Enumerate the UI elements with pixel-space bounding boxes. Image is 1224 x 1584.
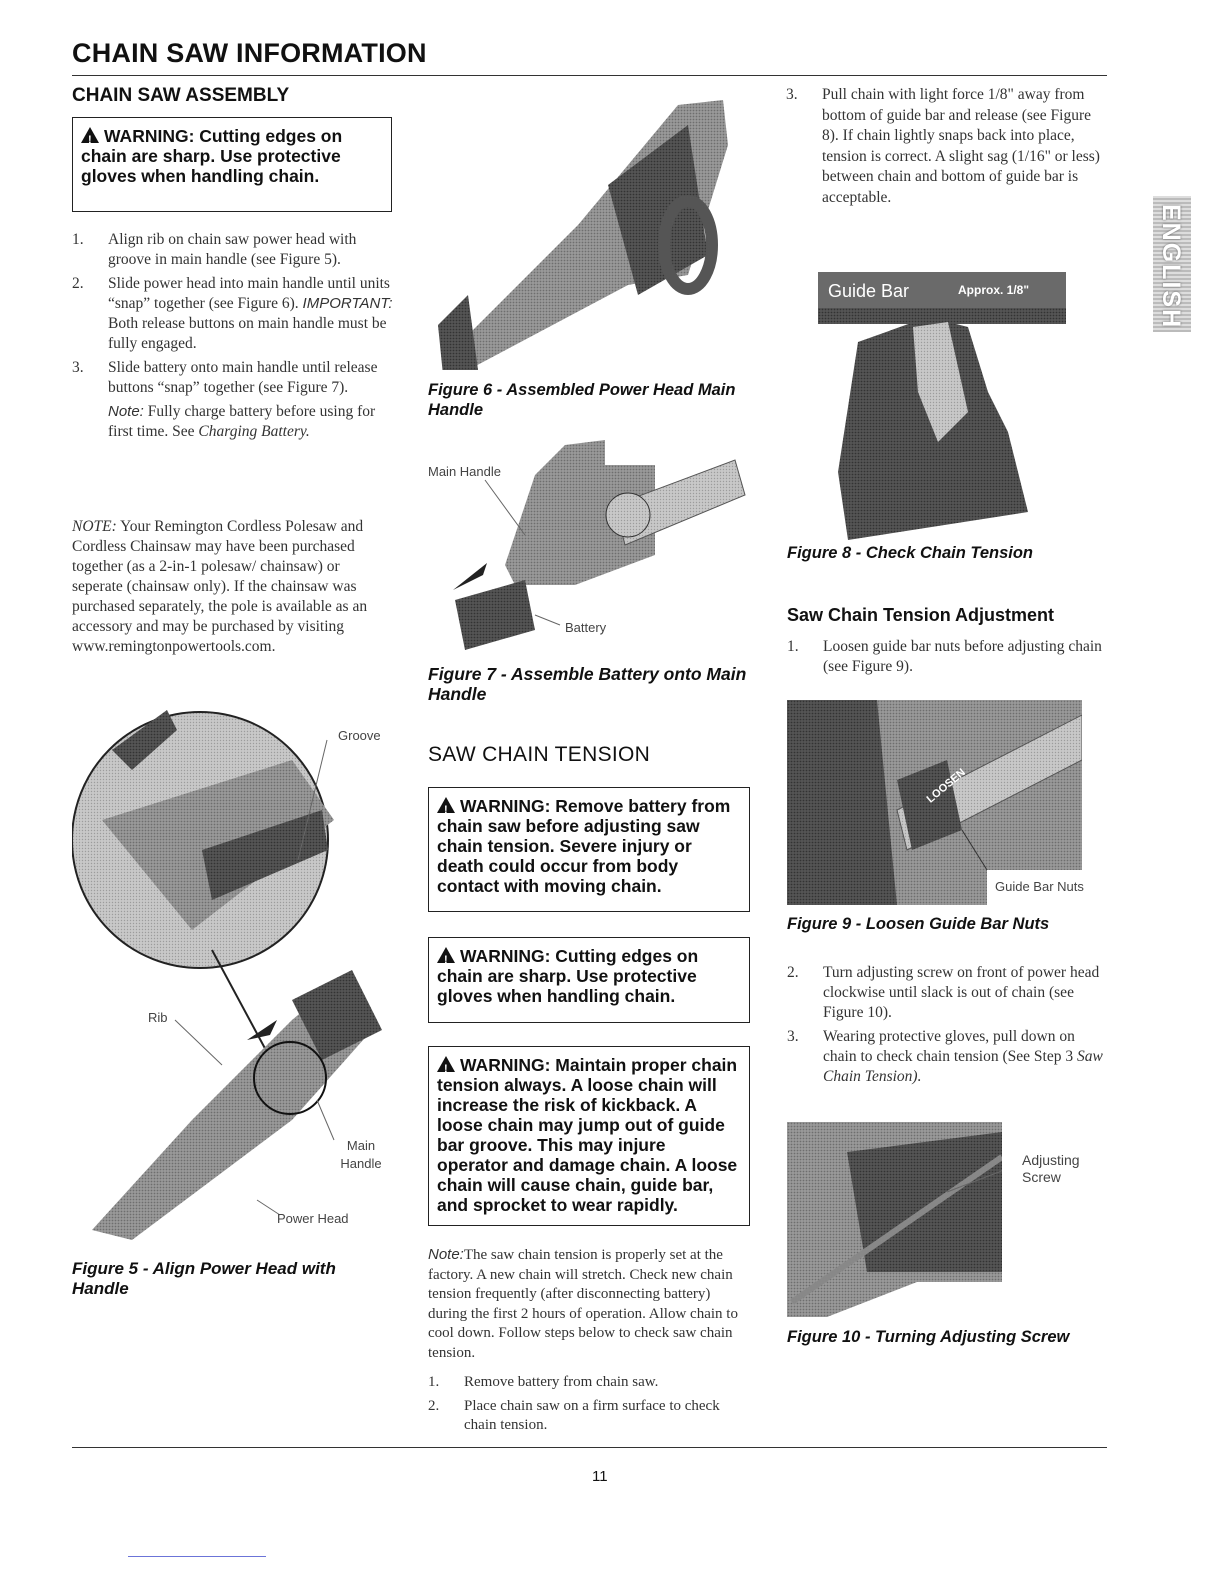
step-number: 1. [787,638,799,655]
approx-label: Approx. 1/8" [958,283,1030,297]
warning-box-chain-tension [428,1046,750,1226]
figure-6-illustration [428,85,728,370]
step-text: Slide battery onto main handle until release buttons “snap” together (see Figure 7). [108,359,378,396]
warning-text: Remove battery from chain saw before adjusting saw chain tension. Severe injury or death could occur from body contact with moving chain. [437,796,731,896]
figure-8-illustration [818,272,1066,540]
step-number: 2. [428,1397,440,1414]
power-head-label: Power Head [277,1211,349,1226]
note-label: NOTE: [72,518,117,535]
warning-box-cutting-edges [428,937,750,1023]
step-text: Slide power head into main handle until units “snap” together (see Figure 6). [108,275,390,312]
battery-label: Battery [565,620,607,635]
warning-label: WARNING: [104,126,195,146]
list-item [428,1373,750,1393]
rib-label: Rib [148,1010,168,1025]
header-rule [72,75,1107,76]
warning-box-remove-battery [428,787,750,912]
main-handle-label: Main Handle [340,1138,382,1171]
saw-chain-tension-heading: SAW CHAIN TENSION [428,743,651,766]
step-text: Place chain saw on a firm surface to check chain tension. [464,1397,720,1434]
adjust-steps [787,963,1109,1091]
warning-triangle-icon [437,797,455,813]
list-item [72,358,394,442]
important-label: IMPORTANT: [302,295,393,312]
step-text: Turn adjusting screw on front of power head clockwise until slack is out of chain (see Figure 10). [823,964,1100,1021]
loosen-nuts-step [787,637,1109,681]
warning-label: WARNING: [460,946,551,966]
figure-6-caption: Figure 6 - Assembled Power Head Main Handle [428,381,736,419]
step-number: 3. [786,86,798,103]
assembly-steps [72,230,394,446]
note-text: Your Remington Cordless Polesaw and Cordless Chainsaw may have been purchased together (as a 2-in-1 polesaw/ chainsaw) or seperate (chainsaw only). If the chainsaw was purchased separately, the pole is available as an accessory and may be purchased by visiting www.remingtonpowertools.com. [72,518,368,655]
note-text: The saw chain tension is properly set at the factory. A new chain will stretch. Check new chain tension frequently (after disconnecting battery) during the first 2 hours of operation. Allow chain to cool down. Follow steps below to check saw chain tension. [428,1247,738,1361]
note-reference: Charging Battery. [198,423,310,440]
warning-text: Cutting edges on chain are sharp. Use protective gloves when handling chain. [81,126,343,186]
step-text: Wearing protective gloves, pull down on chain to check chain tension (See Step 3 [823,1028,1075,1065]
step-text: Remove battery from chain saw. [464,1374,659,1390]
guide-bar-label: Guide Bar [828,281,910,301]
step-number: 3. [72,359,84,376]
adjusting-label: Adjusting [1022,1152,1080,1168]
screw-label: Screw [1022,1169,1061,1185]
list-item [428,1397,750,1436]
note-label: Note: [428,1246,464,1263]
pull-chain-step [786,85,1108,212]
note-text: Fully charge battery before using for first time. See [108,403,376,440]
figure-5-caption: Figure 5 - Align Power Head with Handle [72,1259,336,1298]
list-item [786,85,1108,208]
important-text: Both release buttons on main handle must be fully engaged. [108,315,387,352]
warning-triangle-icon [437,1056,455,1072]
list-item [72,230,394,270]
warning-label: WARNING: [460,796,551,816]
guide-bar-nuts-label: Guide Bar Nuts [995,879,1084,894]
tension-adjustment-heading: Saw Chain Tension Adjustment [787,605,1055,625]
list-item [787,1027,1109,1087]
side-tab-label: ENGLISH [1157,204,1185,330]
note-label: Note: [108,403,144,420]
step-number: 2. [787,964,799,981]
step-reference: Saw Chain Tension). [823,1048,1103,1085]
step-number: 2. [72,275,84,292]
list-item [72,274,394,354]
tension-check-steps [428,1373,750,1440]
warning-label: WARNING: [460,1055,551,1075]
list-item [787,637,1109,677]
warning-triangle-icon [437,947,455,963]
polesaw-note [72,517,394,657]
figure-10-illustration [787,1122,1002,1317]
step-number: 1. [72,231,84,248]
page-number: 11 [592,1468,608,1485]
step-text: Align rib on chain saw power head with groove in main handle (see Figure 5). [108,231,357,268]
warning-triangle-icon [81,127,99,143]
step-number: 3. [787,1028,799,1045]
figure-9-caption: Figure 9 - Loosen Guide Bar Nuts [787,915,1050,933]
bottom-underline [128,1556,266,1557]
arrow-icon [453,563,487,590]
figure-7-caption: Figure 7 - Assemble Battery onto Main Handle [428,664,747,704]
page-title: CHAIN SAW INFORMATION [72,38,427,68]
groove-label: Groove [338,728,381,743]
footer-rule [72,1447,1107,1448]
warning-text: Maintain proper chain tension always. A loose chain will increase the risk of kickback. A loose chain may jump out of guide bar groove. This may injure operator and damage chain. A loose chain will cause chain, guide bar, and sprocket to wear rapidly. [437,1055,738,1215]
step-text: Pull chain with light force 1/8" away from bottom of guide bar and release (see Figure 8). If chain lightly snaps back into place, tension is correct. A slight sag (1/16" or less) between chain and bottom of guide bar is acceptable. [822,86,1100,206]
warning-box-cutting-edges [72,117,392,212]
figure-10-caption: Figure 10 - Turning Adjusting Screw [787,1328,1070,1346]
list-item [787,963,1109,1023]
tension-note [428,1245,750,1364]
step-number: 1. [428,1374,440,1390]
main-handle-label: Main Handle [428,464,501,479]
brand-label: LOOSEN [924,766,968,806]
warning-text: Cutting edges on chain are sharp. Use protective gloves when handling chain. [437,946,699,1006]
step-text: Loosen guide bar nuts before adjusting chain (see Figure 9). [823,638,1102,675]
chain-saw-assembly-heading: CHAIN SAW ASSEMBLY [72,85,290,106]
figure-8-caption: Figure 8 - Check Chain Tension [787,544,1034,562]
language-side-tab [1153,196,1191,332]
